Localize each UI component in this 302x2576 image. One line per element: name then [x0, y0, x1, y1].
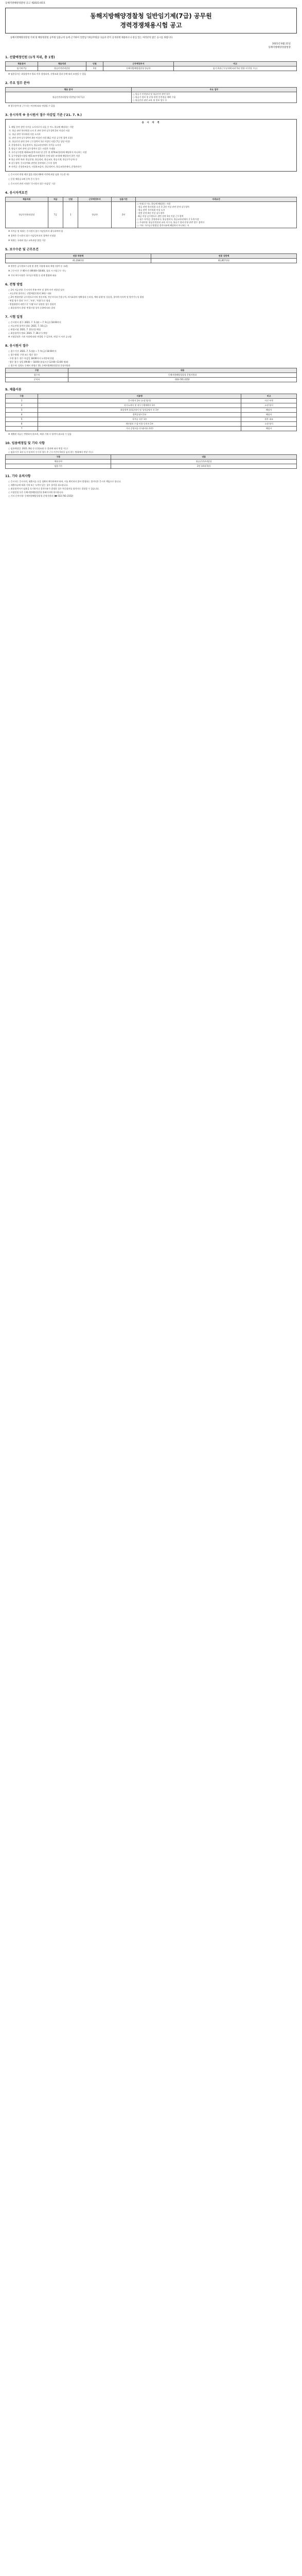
column-header: 비고: [174, 61, 297, 66]
announcement-page: [5, 0, 297, 498]
table-cell: 033-741-2152: [68, 378, 297, 382]
list-item: ※ 학위는 국내외 정규 교육과정 졸업 기준: [8, 239, 46, 242]
section-5-title: 5. 보수수준 및 근무조건: [5, 248, 39, 252]
announcement-number: 동해지방해양경찰청 공고 제2021-05호: [5, 2, 46, 5]
column-header: 인원: [63, 197, 78, 202]
list-item: 다. 관련 분야 실무경력이 4년 이상인 사람 (8급 이상 공무원 경력 포함): [9, 137, 73, 140]
section-1-table: [5, 61, 297, 71]
table-row: [6, 413, 297, 417]
list-item: ○ 2차 면접전형: 공무원으로서의 정신자세, 전문지식과 응용능력, 의사표현의 정확성과 논리성, 예의·품행 및 성실성, 창의력·의지력 및 발전가능성 평정: [8, 296, 144, 299]
column-header: 연봉 하한액: [6, 254, 151, 259]
section-3-notes: [5, 173, 297, 185]
section-5-table: [5, 253, 297, 263]
table-cell: 자기소개서 및 직무수행계획서 1부: [38, 403, 241, 408]
list-item: ○ 시험일정 등은 동해지방해양경찰청 홈페이지에 게시합니다.: [8, 491, 64, 494]
section-4-title: 4. 응시자격요건: [5, 191, 28, 195]
list-item: ○ 최종합격자 발표: 2021. 7. 28.(수) 예정: [8, 332, 47, 335]
list-item: ※ 항공 관련 학과: 항공운항, 항공정비, 항공교통, 항공기계, 항공우주공학 등: [9, 158, 78, 161]
column-header: 인원: [86, 61, 103, 66]
list-item: ○ 최종합격자가 임용을 포기하거나 결격사유가 발생한 경우 차순위자를 합격자로 결정할 수 있습니다.: [8, 487, 100, 490]
table-row: [6, 259, 297, 263]
table-cell: 5: [6, 417, 38, 422]
list-item: - 면접위원의 과반수가 '미흡'으로 평정한 경우 불합격: [8, 303, 56, 306]
list-item: 가. 항공 관련 학사학위 소지 후 관련 분야 실무경력 2년 이상인 사람: [9, 129, 70, 132]
table-row: [6, 378, 297, 382]
column-header: 연봉 상한액: [151, 254, 297, 259]
table-cell: 원본 대조: [241, 417, 297, 422]
table-row: [6, 417, 297, 422]
table-cell: 2: [6, 403, 38, 408]
table-row: [6, 408, 297, 413]
announcement-date: 2021년 6월 21일: [272, 43, 291, 46]
table-cell: 3: [6, 408, 38, 413]
list-item: ○ 접수처: 강원도 동해시 하평로 10, 동해지방해양경찰청 운영지원과: [8, 364, 70, 367]
column-header: 직급: [48, 197, 63, 202]
table-cell: 41,238천원: [6, 259, 151, 263]
list-item: ○ 기타 문의사항: 동해지방해양경찰청 운영지원과 (☎ 033-741-2152): [8, 495, 74, 498]
list-item: 5. 공무원임용시험령 제51조(부정행위자 등에 대한 조치)에 해당하지 않은 사람: [9, 155, 80, 158]
section-6-list: [8, 289, 297, 310]
list-item: - 서류전형 합격자는 선발예정인원의 3배수 내외: [8, 292, 51, 295]
table-header-row: [6, 61, 297, 66]
list-item: ○ 응시자의 연령 제한 없음 (정년 60세 이전에 최종 임용 가능한 자): [8, 173, 69, 176]
table-cell: 1명: [86, 66, 103, 71]
column-header: 채용직위: [38, 61, 86, 66]
column-header: 임용기간: [112, 197, 136, 202]
column-header: 구분: [6, 394, 38, 399]
table-cell: 소정 양식: [241, 422, 297, 427]
table-cell: 항공안전관리담당: [6, 202, 48, 228]
table-cell: 경력증명서 1부: [38, 413, 241, 417]
table-row: [6, 92, 297, 103]
table-header-row: [6, 368, 297, 373]
table-cell: 자격증 사본 1부: [38, 417, 241, 422]
list-item: ○ 1차 서류전형: 응시자격 충족 여부 및 경력·자격 적합성 심사: [8, 289, 64, 292]
table-cell: 응시원서 1부 (소정 양식): [38, 399, 241, 403]
table-cell: 2년 (최대 5년): [111, 464, 297, 469]
list-item: ※ 자격증: 운송용조종사, 사업용조종사, 항공정비사, 항공교통관제사, 운항관리사: [9, 165, 82, 168]
table-row: [6, 66, 297, 71]
section-5-notes: [5, 265, 297, 277]
list-item: ○ 동일 채용공고에 중복 응시 불가: [8, 178, 40, 181]
column-header: 구분: [6, 368, 68, 373]
list-item: ※ 실무경력: 응시분야와 관련된 분야에서 근무한 경력: [9, 162, 57, 165]
table-cell: 문의처: [6, 378, 68, 382]
table-header-row: [6, 197, 297, 202]
table-row: [6, 373, 297, 378]
list-item: ※ 자격증 및 학위는 응시원서 접수 마감일까지 취득하여야 함: [8, 230, 63, 233]
section-11-title: 11. 기타 유의사항: [5, 474, 31, 479]
list-item: 4. 국가공무원법 제33조(결격사유) 및 같은 법 제74조(정년)에 해당하지 아니하는 사람: [9, 151, 87, 154]
list-item: 2. 운항관리사, 항공정비사, 항공교통관제사 자격증 소지자: [9, 144, 61, 147]
list-item: - 우편 접수: 접수 마감일 18:00까지 도착분에 한함: [8, 357, 54, 360]
section-6-title: 6. 전형 방법: [5, 283, 23, 287]
table-cell: ○ 아래 중 어느 하나에 해당하는 사람 - 항공 관련 학사학위 소지 후 2년 이상 관련 분야 실무경력 - 항공 관련 석사학위 이상 소지 - 관련 분야 4년 이상 실무경력 - 8급 이상 공무원으로 관련 분야 1년 이상 근무경력 ○ 필수 자격증: 운항관리사, 항공정비사, 항공교통관제사 중 1개 이상 ○ 우대사항: 항공안전관리 교육 이수자, 항공기 정비·운항 관련 업무 경력자 ○ 기타: 국가공무원법상 결격사유에 해당하지 아니하는 자: [136, 202, 297, 228]
section-10-list: [8, 447, 297, 454]
list-item: ○ 응시자는 응시자격, 제출서류 등을 정확히 확인하여야 하며, 이를 확인하지 않아 발생하는 불이익은 응시자 책임으로 합니다.: [8, 480, 121, 483]
intro-text: 동해지방해양경찰청 직제 및 해양경찰청 공무원 임용규칙 등에 근거하여 일반임기제공무원을 다음과 같이 공개경쟁 채용하오니 관심 있는 여러분의 많은 응시를 바랍니다.: [10, 36, 173, 39]
column-header: 서류명: [38, 394, 241, 399]
list-item: ○ 최종합격자 결정: 면접시험 성적 순위에 따라 결정: [8, 307, 56, 310]
table-cell: 6: [6, 422, 38, 427]
section-2-note: ※ 업무분야 및 근무지는 여건에 따라 변경될 수 있음: [8, 104, 55, 107]
list-item: ※ 연봉은 공무원보수규정 및 관련 지침에 따라 책정 (경력 등 고려): [8, 265, 68, 268]
column-header: 채용분야: [6, 61, 38, 66]
section-3-title: 3. 응시자격 ※ 응시원서 접수 마감일 기준 ('21. 7. 9.): [5, 113, 82, 117]
list-item: - 방문 접수: 평일 09:00 ~ 18:00 (점심시간 12:00~13:00 제외): [8, 361, 68, 364]
table-row: [6, 427, 297, 431]
table-cell: 최종학력 졸업증명서 및 성적증명서 각 1부: [38, 408, 241, 413]
list-item: 3. 항공기 정비 관련 실무경력이 있는 사람은 우대함: [9, 147, 55, 150]
list-item: ○ 접수방법: 우편 또는 방문 접수: [8, 353, 38, 357]
table-cell: 7급: [48, 202, 63, 228]
column-header: 채용직위: [6, 197, 48, 202]
table-cell: 접수처: [6, 373, 68, 378]
table-cell: 소정 양식: [241, 403, 297, 408]
table-cell: 해당자: [241, 408, 297, 413]
table-cell: ○ 항공기 안전관리 및 항공안전 관련 업무 ○ 항공기 정비 및 운항 관련 안전점검 계획 수립 ○ 항공안전 관련 교육 및 홍보 업무 등: [131, 92, 296, 103]
section-2-title: 2. 주요 업무 분야: [5, 81, 30, 85]
table-cell: 동해지방해양경찰청 운영지원과: [68, 373, 297, 378]
table-cell: 개인정보 수집·이용 동의서 1부: [38, 422, 241, 427]
section-8-table: [5, 368, 297, 382]
table-row: [6, 403, 297, 408]
table-header-row: [6, 394, 297, 399]
section-9-table: [5, 394, 297, 431]
table-header-row: [6, 455, 297, 460]
table-cell: 항공단: [78, 202, 112, 228]
list-item: ※ 근무시간: 주 40시간 (09:00~18:00), 필요 시 비상근무 가능: [8, 269, 66, 273]
title-line-1: 동해지방해양경찰청 일반임기제(7급) 공무원: [90, 12, 212, 20]
table-row: [6, 460, 297, 464]
table-cell: 1: [63, 202, 78, 228]
title-box: [5, 8, 297, 33]
section-9-title: 9. 제출서류: [5, 388, 22, 392]
list-item: ○ 접수기간: 2021. 7. 5.(월) ~ 7. 9.(금) 18:00까지: [8, 350, 57, 353]
table-row: [6, 422, 297, 427]
table-header-row: [6, 87, 297, 92]
list-item: ※ 기타 복무사항은 국가공무원법 등 관계 법령에 따름: [8, 274, 57, 277]
section-10-table: [5, 454, 297, 469]
table-row: [6, 399, 297, 403]
list-item: ○ 임용예정일: 2021. 8월 중 (신원조회 등 결과에 따라 변경 가능): [8, 447, 68, 450]
table-cell: 임기제 7급: [6, 66, 38, 71]
table-header-row: [6, 254, 297, 259]
column-header: 비고: [241, 394, 297, 399]
column-header: 주요 업무: [131, 87, 296, 92]
section-4-notes: [5, 230, 297, 242]
qualification-list: [9, 126, 293, 168]
table-cell: 임기 2년(근무실적에 따라 5년 범위 내 연장 가능): [174, 66, 297, 71]
table-cell: 61,857천원: [151, 259, 297, 263]
table-cell: 해당자: [241, 413, 297, 417]
table-cell: 채용분야: [6, 460, 111, 464]
list-item: - 면접 평가 결과 '우수', '보통', '미흡'으로 평정: [8, 299, 50, 302]
section-10-title: 10. 임용예정일 및 기타 사항: [5, 442, 45, 446]
section-8-list: [8, 350, 297, 367]
column-header: 내용: [111, 455, 297, 460]
table-cell: 항공안전관리담당: [38, 66, 86, 71]
list-item: ○ 임용기간: 2년 (근무실적이 우수한 경우 총 근무기간이 5년을 넘지 않는 범위에서 연장 가능): [8, 451, 93, 454]
table-cell: 임용기간: [6, 464, 111, 469]
list-item: ○ 면접시험: 2021. 7. 22.(목) 예정: [8, 328, 41, 331]
list-item: ○ 서류전형 합격자 발표: 2021. 7. 16.(금): [8, 325, 47, 328]
table-cell: 사진 부착: [241, 399, 297, 403]
table-row: [6, 202, 297, 228]
section-9-note: ※ 제출된 서류는 반환하지 않으며, 허위 기재 시 합격이 취소될 수 있음: [8, 433, 72, 436]
section-7-list: [8, 321, 297, 338]
table-cell: 4: [6, 413, 38, 417]
table-cell: 동해지방해양경찰청 항공단: [103, 66, 174, 71]
section-1-note: ※ 임용일자는 최종합격자 발표 이후 결정되며, 신원조회 결과 등에 따라 조정될 수 있음: [8, 72, 86, 75]
list-item: ○ 응시원서 접수: 2021. 7. 5.(월) ~ 7. 9.(금) 18:00까지: [8, 321, 61, 324]
column-header: 근무예정부서: [103, 61, 174, 66]
column-header: 자격요건: [136, 197, 297, 202]
column-header: 내용: [68, 368, 297, 373]
table-cell: 2년: [112, 202, 136, 228]
list-item: ※ 시험일정은 기관 사정에 따라 변경될 수 있으며, 변경 시 사전 공고함: [8, 335, 72, 338]
column-header: 구분: [6, 455, 111, 460]
column-header: 근무예정부서: [78, 197, 112, 202]
section-4-table: [5, 197, 297, 228]
issuer: 동해지방해양경찰청장: [268, 46, 291, 49]
section-11-list: [8, 480, 297, 498]
list-item: ○ 응시자격 관련 사항은 '응시원서 접수 마감일' 기준: [8, 182, 56, 185]
list-item: 1. 해당 분야 관련 자격증 소지자로서 다음 중 어느 하나에 해당하는 사람: [9, 126, 74, 129]
table-row: [6, 464, 297, 469]
qualification-box: [5, 119, 297, 172]
table-cell: 기타 증빙서류 (우대사항 관련): [38, 427, 241, 431]
table-cell: 항공안전관리담당 (일반임기제 7급): [6, 92, 132, 103]
qualification-box-title: 응 시 자 격: [141, 121, 161, 124]
column-header: 채용 분야: [6, 87, 132, 92]
section-2-table: [5, 87, 297, 103]
list-item: ○ 제출서류에 허위 기재 또는 누락이 있는 경우 합격을 취소합니다.: [8, 484, 68, 487]
section-1-title: 1. 선발예정인원 (1개 직위, 총 1명): [5, 55, 55, 59]
list-item: ※ 경력은 응시원서 접수 마감일까지의 경력만 인정함: [8, 234, 56, 238]
title-line-2: 경력경쟁채용시험 공고: [120, 21, 182, 29]
list-item: 라. 항공안전 관련 분야 근무경력이 1년 이상인 사람 (7급 상당 이상): [9, 140, 70, 143]
table-cell: 항공안전관리담당: [111, 460, 297, 464]
section-7-title: 7. 시험 일정: [5, 315, 23, 319]
table-cell: 1: [6, 399, 38, 403]
table-cell: 해당자: [241, 427, 297, 431]
list-item: 나. 항공 관련 석사학위 이상 소지자: [9, 133, 41, 136]
section-8-title: 8. 응시원서 접수: [5, 344, 29, 348]
table-cell: 7: [6, 427, 38, 431]
